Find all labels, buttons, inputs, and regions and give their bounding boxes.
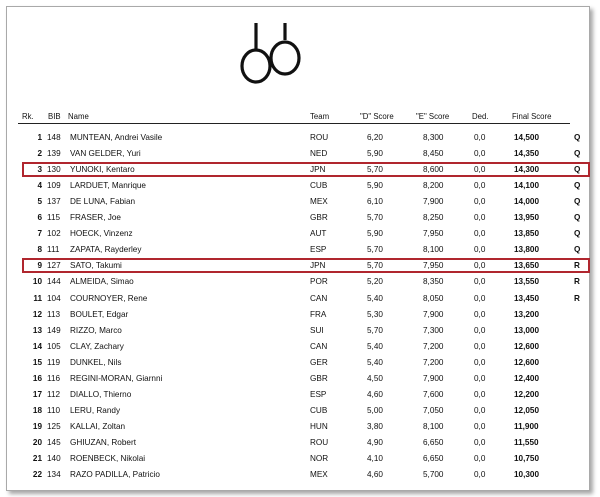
final-score-cell: 11,900	[514, 421, 539, 431]
final-score-cell: 11,550	[514, 437, 539, 447]
athlete-name-cell: VAN GELDER, Yuri	[70, 149, 141, 159]
bib-cell: 145	[47, 437, 61, 447]
team-cell: ROU	[310, 437, 329, 447]
bib-cell: 119	[47, 357, 61, 367]
table-row	[0, 226, 600, 242]
bib-cell: 102	[47, 229, 61, 239]
table-row	[0, 419, 600, 435]
team-cell: ESP	[310, 389, 327, 399]
e-score-cell: 6,650	[423, 454, 444, 463]
rank-cell: 13	[32, 325, 42, 335]
still-rings-icon	[238, 22, 308, 84]
table-header	[18, 110, 570, 124]
bib-cell: 148	[47, 133, 61, 142]
final-score-cell: 12,400	[514, 373, 540, 383]
team-cell: NED	[310, 149, 328, 159]
rank-cell: 21	[32, 454, 42, 463]
qualification-cell: R	[574, 277, 580, 287]
header-divider	[18, 123, 570, 124]
table-row	[0, 242, 600, 258]
table-row	[0, 194, 600, 210]
table-row	[0, 291, 600, 307]
d-score-cell: 4,90	[367, 437, 383, 447]
e-score-cell: 8,050	[423, 293, 444, 303]
team-cell: GER	[310, 357, 328, 367]
bib-cell: 137	[47, 197, 61, 207]
rank-cell: 20	[32, 437, 42, 447]
e-score-cell: 8,300	[423, 133, 444, 142]
athlete-name-cell: YUNOKI, Kentaro	[70, 165, 135, 175]
deduction-cell: 0,0	[474, 373, 486, 383]
rank-cell: 6	[37, 213, 42, 223]
e-score-cell: 7,900	[423, 197, 444, 207]
team-cell: CAN	[310, 293, 328, 303]
d-score-cell: 6,20	[367, 133, 383, 142]
table-row	[0, 403, 600, 419]
athlete-name-cell: DE LUNA, Fabian	[70, 197, 136, 207]
qualification-cell: Q	[574, 165, 581, 175]
final-score-cell: 12,600	[514, 341, 540, 351]
rank-cell: 17	[32, 389, 42, 399]
e-score-cell: 7,600	[423, 389, 444, 399]
team-cell: MEX	[310, 470, 328, 480]
e-score-cell: 8,250	[423, 213, 444, 223]
e-score-cell: 7,050	[423, 405, 444, 415]
header-bib: BIB	[48, 112, 61, 121]
final-score-cell: 13,450	[514, 293, 540, 303]
table-row	[0, 451, 600, 467]
bib-cell: 149	[47, 325, 61, 335]
header-name: Name	[68, 112, 89, 121]
d-score-cell: 5,90	[367, 229, 383, 239]
d-score-cell: 5,70	[367, 261, 383, 271]
rank-cell: 2	[37, 149, 42, 159]
athlete-name-cell: KALLAI, Zoltan	[70, 421, 126, 431]
table-row	[0, 307, 600, 323]
qualification-cell: Q	[574, 149, 581, 159]
athlete-name-cell: RIZZO, Marco	[70, 325, 122, 335]
bib-cell: 111	[47, 245, 60, 255]
header-rank: Rk.	[22, 112, 34, 121]
d-score-cell: 5,70	[367, 213, 383, 223]
d-score-cell: 5,30	[367, 309, 383, 319]
athlete-name-cell: HOECK, Vinzenz	[70, 229, 133, 239]
athlete-name-cell: BOULET, Edgar	[70, 309, 129, 319]
bib-cell: 115	[47, 213, 61, 223]
final-score-cell: 10,300	[514, 470, 540, 480]
bib-cell: 116	[47, 373, 61, 383]
rank-cell: 3	[37, 165, 42, 175]
athlete-name-cell: LARDUET, Manrique	[70, 181, 146, 191]
deduction-cell: 0,0	[474, 245, 486, 255]
athlete-name-cell: MUNTEAN, Andrei Vasile	[70, 133, 163, 142]
final-score-cell: 13,550	[514, 277, 540, 287]
qualification-cell: Q	[574, 229, 581, 239]
rank-cell: 5	[37, 197, 42, 207]
deduction-cell: 0,0	[474, 277, 486, 287]
e-score-cell: 7,950	[423, 261, 444, 271]
athlete-name-cell: RAZO PADILLA, Patricio	[70, 470, 160, 480]
bib-cell: 112	[47, 389, 61, 399]
deduction-cell: 0,0	[474, 149, 486, 159]
bib-cell: 104	[47, 293, 61, 303]
d-score-cell: 5,70	[367, 165, 383, 175]
table-row	[0, 130, 600, 146]
d-score-cell: 4,10	[367, 454, 383, 463]
d-score-cell: 6,10	[367, 197, 383, 207]
header-e-score: "E" Score	[416, 112, 450, 121]
team-cell: JPN	[310, 165, 326, 175]
d-score-cell: 5,90	[367, 181, 383, 191]
rank-cell: 22	[32, 470, 42, 480]
rank-cell: 7	[37, 229, 42, 239]
qualification-cell: R	[574, 293, 580, 303]
rank-cell: 1	[37, 133, 42, 142]
d-score-cell: 5,70	[367, 245, 383, 255]
athlete-name-cell: ROENBECK, Nikolai	[70, 454, 146, 463]
deduction-cell: 0,0	[474, 325, 486, 335]
deduction-cell: 0,0	[474, 229, 486, 239]
table-row	[0, 146, 600, 162]
d-score-cell: 5,40	[367, 341, 383, 351]
deduction-cell: 0,0	[474, 421, 486, 431]
rank-cell: 14	[32, 341, 42, 351]
rank-cell: 19	[32, 421, 42, 431]
rank-cell: 18	[32, 405, 42, 415]
deduction-cell: 0,0	[474, 341, 486, 351]
e-score-cell: 7,300	[423, 325, 444, 335]
e-score-cell: 8,100	[423, 421, 444, 431]
table-row	[0, 467, 600, 483]
d-score-cell: 5,70	[367, 325, 383, 335]
rank-cell: 4	[37, 181, 42, 191]
e-score-cell: 8,350	[423, 277, 444, 287]
team-cell: GBR	[310, 373, 328, 383]
athlete-name-cell: DIALLO, Thierno	[70, 389, 132, 399]
bib-cell: 139	[47, 149, 61, 159]
e-score-cell: 7,200	[423, 357, 444, 367]
final-score-cell: 14,100	[514, 181, 540, 191]
d-score-cell: 5,40	[367, 293, 383, 303]
e-score-cell: 7,900	[423, 309, 444, 319]
athlete-name-cell: COURNOYER, Rene	[70, 293, 148, 303]
highlight-box	[22, 162, 590, 177]
qualification-cell: Q	[574, 245, 581, 255]
deduction-cell: 0,0	[474, 197, 486, 207]
team-cell: NOR	[310, 454, 329, 463]
table-row	[0, 339, 600, 355]
deduction-cell: 0,0	[474, 309, 486, 319]
final-score-cell: 10,750	[514, 454, 540, 463]
bib-cell: 125	[47, 421, 61, 431]
e-score-cell: 8,100	[423, 245, 444, 255]
table-row	[0, 435, 600, 451]
e-score-cell: 7,900	[423, 373, 444, 383]
deduction-cell: 0,0	[474, 389, 486, 399]
table-row	[0, 355, 600, 371]
deduction-cell: 0,0	[474, 357, 486, 367]
athlete-name-cell: FRASER, Joe	[70, 213, 121, 223]
highlight-box	[22, 258, 590, 273]
team-cell: CUB	[310, 181, 328, 191]
final-score-cell: 14,300	[514, 165, 540, 175]
header-final-score: Final Score	[512, 112, 552, 121]
qualification-cell: Q	[574, 197, 581, 207]
team-cell: ESP	[310, 245, 327, 255]
e-score-cell: 5,700	[423, 470, 444, 480]
d-score-cell: 4,60	[367, 470, 383, 480]
team-cell: POR	[310, 277, 328, 287]
bib-cell: 110	[47, 405, 61, 415]
table-row	[0, 274, 600, 290]
deduction-cell: 0,0	[474, 133, 486, 142]
athlete-name-cell: SATO, Takumi	[70, 261, 122, 271]
team-cell: JPN	[310, 261, 326, 271]
deduction-cell: 0,0	[474, 405, 486, 415]
table-row	[0, 387, 600, 403]
qualification-cell: Q	[574, 181, 581, 191]
rank-cell: 8	[37, 245, 42, 255]
deduction-cell: 0,0	[474, 181, 486, 191]
qualification-cell: Q	[574, 133, 581, 142]
final-score-cell: 13,650	[514, 261, 540, 271]
qualification-cell: R	[574, 261, 580, 271]
athlete-name-cell: GHIUZAN, Robert	[70, 437, 136, 447]
deduction-cell: 0,0	[474, 165, 486, 175]
table-row	[0, 178, 600, 194]
final-score-cell: 14,350	[514, 149, 540, 159]
bib-cell: 105	[47, 341, 61, 351]
e-score-cell: 6,650	[423, 437, 444, 447]
bib-cell: 127	[47, 261, 61, 271]
athlete-name-cell: ZAPATA, Rayderley	[70, 245, 142, 255]
header-d-score: "D" Score	[360, 112, 394, 121]
rank-cell: 11	[33, 293, 42, 303]
header-deduction: Ded.	[472, 112, 489, 121]
bib-cell: 130	[47, 165, 61, 175]
final-score-cell: 13,000	[514, 325, 540, 335]
bib-cell: 140	[47, 454, 61, 463]
team-cell: SUI	[310, 325, 324, 335]
rank-cell: 9	[37, 261, 42, 271]
rank-cell: 16	[32, 373, 42, 383]
d-score-cell: 5,00	[367, 405, 383, 415]
d-score-cell: 4,50	[367, 373, 383, 383]
final-score-cell: 12,600	[514, 357, 540, 367]
final-score-cell: 13,950	[514, 213, 540, 223]
d-score-cell: 4,60	[367, 389, 383, 399]
team-cell: CAN	[310, 341, 328, 351]
d-score-cell: 5,20	[367, 277, 383, 287]
e-score-cell: 8,200	[423, 181, 444, 191]
final-score-cell: 13,850	[514, 229, 540, 239]
table-row	[0, 323, 600, 339]
deduction-cell: 0,0	[474, 470, 486, 480]
team-cell: AUT	[310, 229, 327, 239]
e-score-cell: 8,450	[423, 149, 444, 159]
deduction-cell: 0,0	[474, 213, 486, 223]
qualification-cell: Q	[574, 213, 581, 223]
athlete-name-cell: CLAY, Zachary	[70, 341, 124, 351]
table-row	[0, 371, 600, 387]
d-score-cell: 5,90	[367, 149, 383, 159]
table-row	[0, 210, 600, 226]
deduction-cell: 0,0	[474, 293, 486, 303]
team-cell: CUB	[310, 405, 328, 415]
e-score-cell: 7,950	[423, 229, 444, 239]
d-score-cell: 5,40	[367, 357, 383, 367]
athlete-name-cell: REGINI-MORAN, Giarnni	[70, 373, 163, 383]
final-score-cell: 13,800	[514, 245, 540, 255]
d-score-cell: 3,80	[367, 421, 383, 431]
athlete-name-cell: LERU, Randy	[70, 405, 121, 415]
team-cell: GBR	[310, 213, 328, 223]
deduction-cell: 0,0	[474, 261, 486, 271]
deduction-cell: 0,0	[474, 437, 486, 447]
team-cell: FRA	[310, 309, 327, 319]
team-cell: MEX	[310, 197, 328, 207]
bib-cell: 113	[47, 309, 61, 319]
e-score-cell: 8,600	[423, 165, 444, 175]
bib-cell: 144	[47, 277, 61, 287]
header-team: Team	[310, 112, 330, 121]
final-score-cell: 14,500	[514, 133, 540, 142]
athlete-name-cell: DUNKEL, Nils	[70, 357, 122, 367]
team-cell: HUN	[310, 421, 328, 431]
final-score-cell: 13,200	[514, 309, 540, 319]
bib-cell: 109	[47, 181, 61, 191]
rank-cell: 15	[32, 357, 42, 367]
deduction-cell: 0,0	[474, 454, 486, 463]
bib-cell: 134	[47, 470, 61, 480]
rank-cell: 12	[32, 309, 42, 319]
final-score-cell: 12,200	[514, 389, 540, 399]
team-cell: ROU	[310, 133, 329, 142]
final-score-cell: 14,000	[514, 197, 540, 207]
rank-cell: 10	[32, 277, 42, 287]
athlete-name-cell: ALMEIDA, Simao	[70, 277, 134, 287]
final-score-cell: 12,050	[514, 405, 540, 415]
e-score-cell: 7,200	[423, 341, 444, 351]
